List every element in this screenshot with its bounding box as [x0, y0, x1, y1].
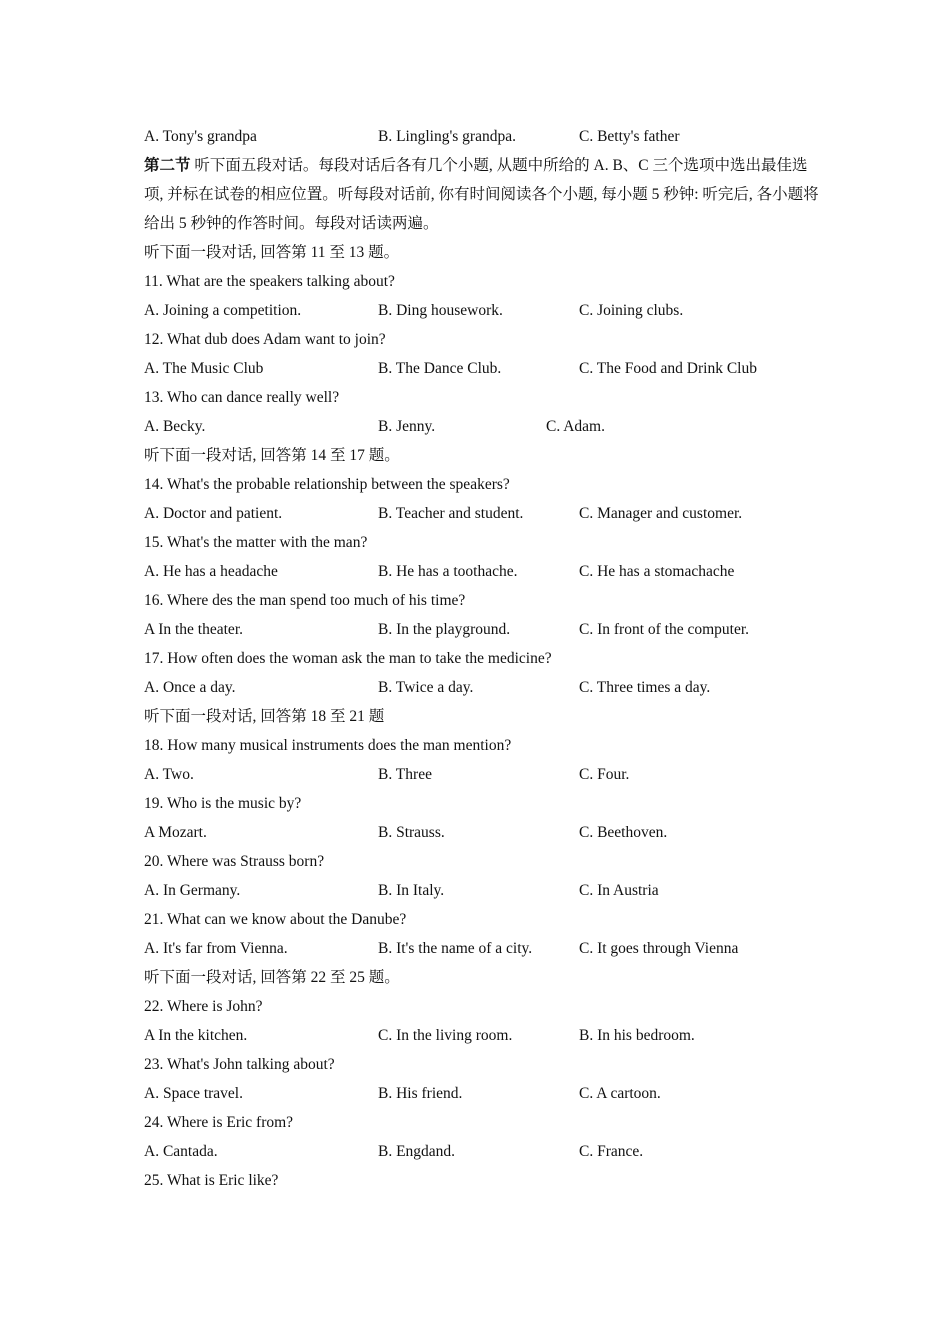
- q14-options: [144, 499, 824, 528]
- option-c: C. It goes through Vienna: [579, 940, 739, 957]
- option-a: A. Tony's grandpa: [144, 128, 257, 145]
- option-c: C. Manager and customer.: [579, 505, 743, 522]
- q22-stem: 22. Where is John?: [144, 998, 263, 1015]
- option-b: B. The Dance Club.: [378, 360, 502, 377]
- q25-stem: 25. What is Eric like?: [144, 1172, 279, 1189]
- q18-stem: 18. How many musical instruments does the man mention?: [144, 737, 512, 754]
- q23-options: [144, 1079, 824, 1108]
- q13-options: [144, 412, 824, 441]
- option-a: A. Two.: [144, 766, 194, 783]
- option-c: C. He has a stomachache: [579, 563, 735, 580]
- option-b: B. It's the name of a city.: [378, 940, 533, 957]
- instruction-14-17: 听下面一段对话, 回答第 14 至 17 题。: [144, 447, 400, 464]
- q24-stem: 24. Where is Eric from?: [144, 1114, 294, 1131]
- section2-instructions: [144, 151, 824, 238]
- option-c: C. In front of the computer.: [579, 621, 750, 638]
- option-b: B. In Italy.: [378, 882, 445, 899]
- q10-options: [144, 122, 824, 151]
- q16-stem: 16. Where des the man spend too much of his time?: [144, 592, 466, 609]
- instruction-18-21: 听下面一段对话, 回答第 18 至 21 题: [144, 708, 385, 725]
- option-a: A In the theater.: [144, 621, 243, 638]
- option-a: A Mozart.: [144, 824, 207, 841]
- q11-options: [144, 296, 824, 325]
- q20-stem: 20. Where was Strauss born?: [144, 853, 325, 870]
- option-a: A. Doctor and patient.: [144, 505, 283, 522]
- option-b: B. In his bedroom.: [579, 1027, 695, 1044]
- q20-options: [144, 876, 824, 905]
- option-c: C. Three times a day.: [579, 679, 711, 696]
- instruction-11-13: 听下面一段对话, 回答第 11 至 13 题。: [144, 244, 400, 261]
- q13-stem: 13. Who can dance really well?: [144, 389, 340, 406]
- q12-options: [144, 354, 824, 383]
- option-c: C. Four.: [579, 766, 630, 783]
- option-b: B. Twice a day.: [378, 679, 474, 696]
- option-b: B. He has a toothache.: [378, 563, 518, 580]
- option-c: C. France.: [579, 1143, 644, 1160]
- option-a: A. It's far from Vienna.: [144, 940, 288, 957]
- q16-options: [144, 615, 824, 644]
- option-c: C. A cartoon.: [579, 1085, 661, 1102]
- option-c: C. In the living room.: [378, 1027, 513, 1044]
- option-a: A. In Germany.: [144, 882, 241, 899]
- option-b: B. Lingling's grandpa.: [378, 128, 516, 145]
- q11-stem: 11. What are the speakers talking about?: [144, 273, 395, 290]
- instruction-22-25: 听下面一段对话, 回答第 22 至 25 题。: [144, 969, 400, 986]
- option-b: B. Jenny.: [378, 418, 436, 435]
- q23-stem: 23. What's John talking about?: [144, 1056, 335, 1073]
- section2-heading: 第二节: [144, 157, 191, 174]
- q17-options: [144, 673, 824, 702]
- option-c: C. Betty's father: [579, 128, 680, 145]
- option-c: C. Adam.: [546, 418, 605, 435]
- q18-options: [144, 760, 824, 789]
- q15-options: [144, 557, 824, 586]
- option-b: B. Engdand.: [378, 1143, 456, 1160]
- option-b: B. Strauss.: [378, 824, 445, 841]
- option-b: B. In the playground.: [378, 621, 511, 638]
- section2-text: 听下面五段对话。每段对话后各有几个小题, 从题中所给的 A. B、C 三个选项中选出最佳选项, 并标在试卷的相应位置。听每段对话前, 你有时间阅读各个小题, 每小题 5 秒钟: 听完后, 各小题将给出 5 秒钟的作答时间。每段对话读两遍。: [144, 157, 819, 232]
- exam-page: [144, 122, 824, 1195]
- option-a: A. Joining a competition.: [144, 302, 302, 319]
- option-c: C. The Food and Drink Club: [579, 360, 757, 377]
- option-c: C. Beethoven.: [579, 824, 668, 841]
- q21-stem: 21. What can we know about the Danube?: [144, 911, 407, 928]
- option-a: A. He has a headache: [144, 563, 278, 580]
- option-a: A. The Music Club: [144, 360, 264, 377]
- q22-options: [144, 1021, 824, 1050]
- option-c: C. Joining clubs.: [579, 302, 684, 319]
- q14-stem: 14. What's the probable relationship between the speakers?: [144, 476, 510, 493]
- option-a: A. Cantada.: [144, 1143, 218, 1160]
- option-c: C. In Austria: [579, 882, 659, 899]
- option-a: A. Once a day.: [144, 679, 236, 696]
- option-a: A In the kitchen.: [144, 1027, 248, 1044]
- q17-stem: 17. How often does the woman ask the man to take the medicine?: [144, 650, 552, 667]
- q12-stem: 12. What dub does Adam want to join?: [144, 331, 386, 348]
- option-a: A. Space travel.: [144, 1085, 243, 1102]
- q15-stem: 15. What's the matter with the man?: [144, 534, 368, 551]
- option-b: B. Teacher and student.: [378, 505, 524, 522]
- option-b: B. Three: [378, 766, 432, 783]
- q19-stem: 19. Who is the music by?: [144, 795, 302, 812]
- q21-options: [144, 934, 824, 963]
- option-b: B. His friend.: [378, 1085, 463, 1102]
- q19-options: [144, 818, 824, 847]
- option-a: A. Becky.: [144, 418, 206, 435]
- q24-options: [144, 1137, 824, 1166]
- option-b: B. Ding housework.: [378, 302, 503, 319]
